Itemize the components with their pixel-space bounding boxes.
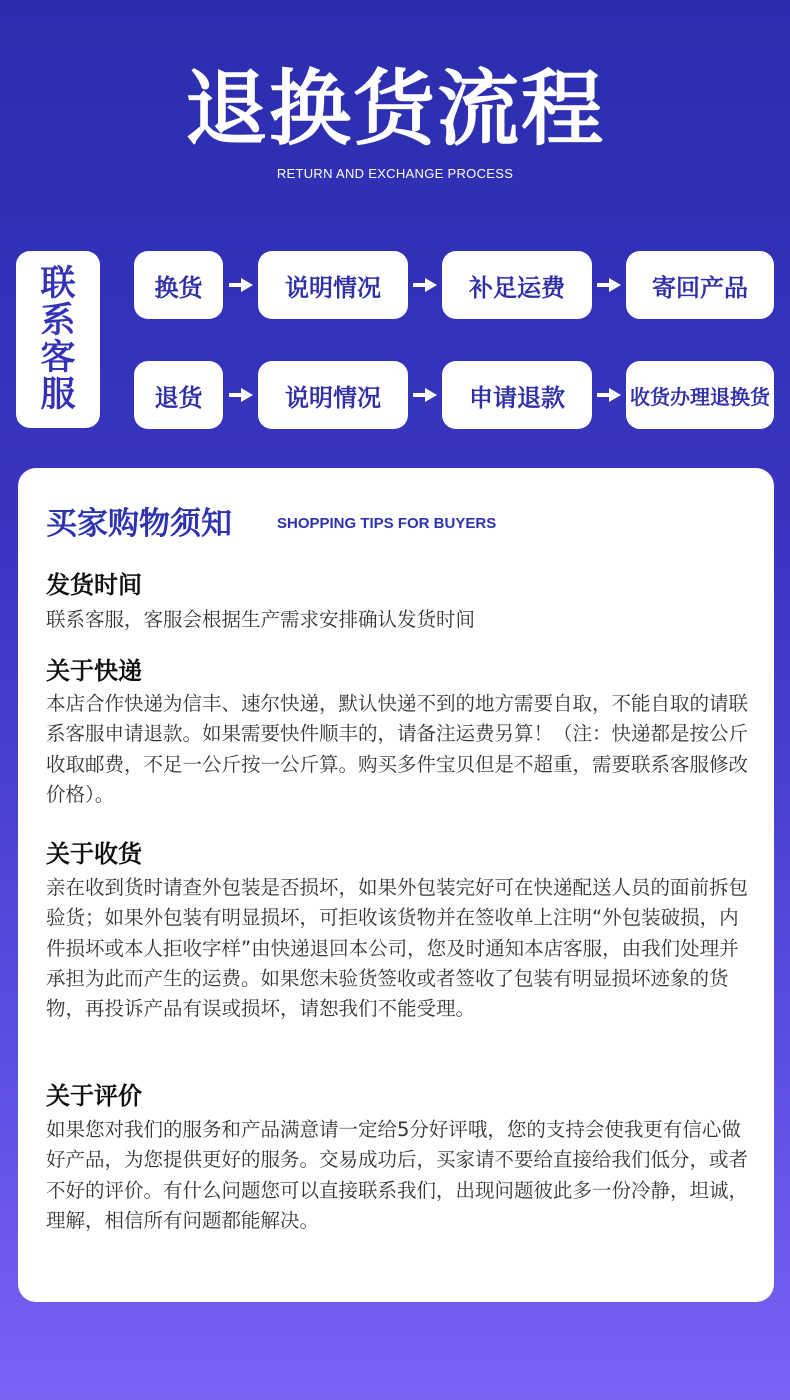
return-step-1: 退货 (134, 361, 223, 429)
notice-subtitle: SHOPPING TIPS FOR BUYERS (277, 515, 497, 532)
contact-char: 联 (40, 263, 76, 304)
contact-char: 客 (40, 337, 76, 378)
page-subtitle: RETURN AND EXCHANGE PROCESS (276, 166, 514, 181)
return-step-4: 收货办理退换货 (626, 361, 774, 429)
contact-char: 服 (40, 374, 76, 415)
arrow-right-icon (229, 277, 253, 293)
section-heading-receiving: 关于收货 (46, 840, 142, 868)
shopping-notice-card (18, 468, 774, 1302)
section-body-review: 如果您对我们的服务和产品满意请一定给5分好评哦，您的支持会使我更有信心做好产品，为您提供更好的服务。交易成功后，买家请不要给直接给我们低分，或者不好的评价。有什么问题您可以直接联系我们，出现问题彼此多一份冷静，坦诚，理解，相信所有问题都能解决。 (46, 1118, 749, 1232)
arrow-right-icon (229, 387, 253, 403)
section-body-courier: 本店合作快递为信丰、速尔快递，默认快递不到的地方需要自取，不能自取的请联系客服申请退款。如果需要快件顺丰的，请备注运费另算！（注：快递都是按公斤收取邮费，不足一公斤按一公斤算。购买多件宝贝但是不超重，需要联系客服修改价格）。 (46, 692, 749, 806)
arrow-right-icon (413, 277, 437, 293)
arrow-right-icon (597, 387, 621, 403)
exchange-step-2: 说明情况 (258, 251, 408, 319)
return-step-3: 申请退款 (442, 361, 592, 429)
arrow-right-icon (597, 277, 621, 293)
contact-service-box (16, 251, 100, 428)
exchange-step-1: 换货 (134, 251, 223, 319)
contact-char: 系 (40, 300, 76, 341)
section-heading-courier: 关于快递 (46, 657, 142, 685)
section-heading-shipping-time: 发货时间 (46, 571, 142, 599)
section-body-shipping-time: 联系客服，客服会根据生产需求安排确认发货时间 (46, 608, 476, 631)
exchange-step-3: 补足运费 (442, 251, 592, 319)
notice-title: 买家购物须知 (46, 506, 232, 542)
exchange-step-4: 寄回产品 (626, 251, 774, 319)
arrow-right-icon (413, 387, 437, 403)
page-title: 退换货流程 (184, 62, 605, 157)
section-heading-review: 关于评价 (46, 1082, 142, 1110)
return-step-2: 说明情况 (258, 361, 408, 429)
section-body-receiving: 亲在收到货时请查外包装是否损坏，如果外包装完好可在快递配送人员的面前拆包验货；如果外包装有明显损坏，可拒收该货物并在签收单上注明“外包装破损，内件损坏或本人拒收字样”由快递退回本公司，您及时通知本店客服，由我们处理并承担为此而产生的运费。如果您未验货签收或者签收了包装有明显损坏迹象的货物，再投诉产品有误或损坏，请恕我们不能受理。 (46, 876, 749, 1021)
